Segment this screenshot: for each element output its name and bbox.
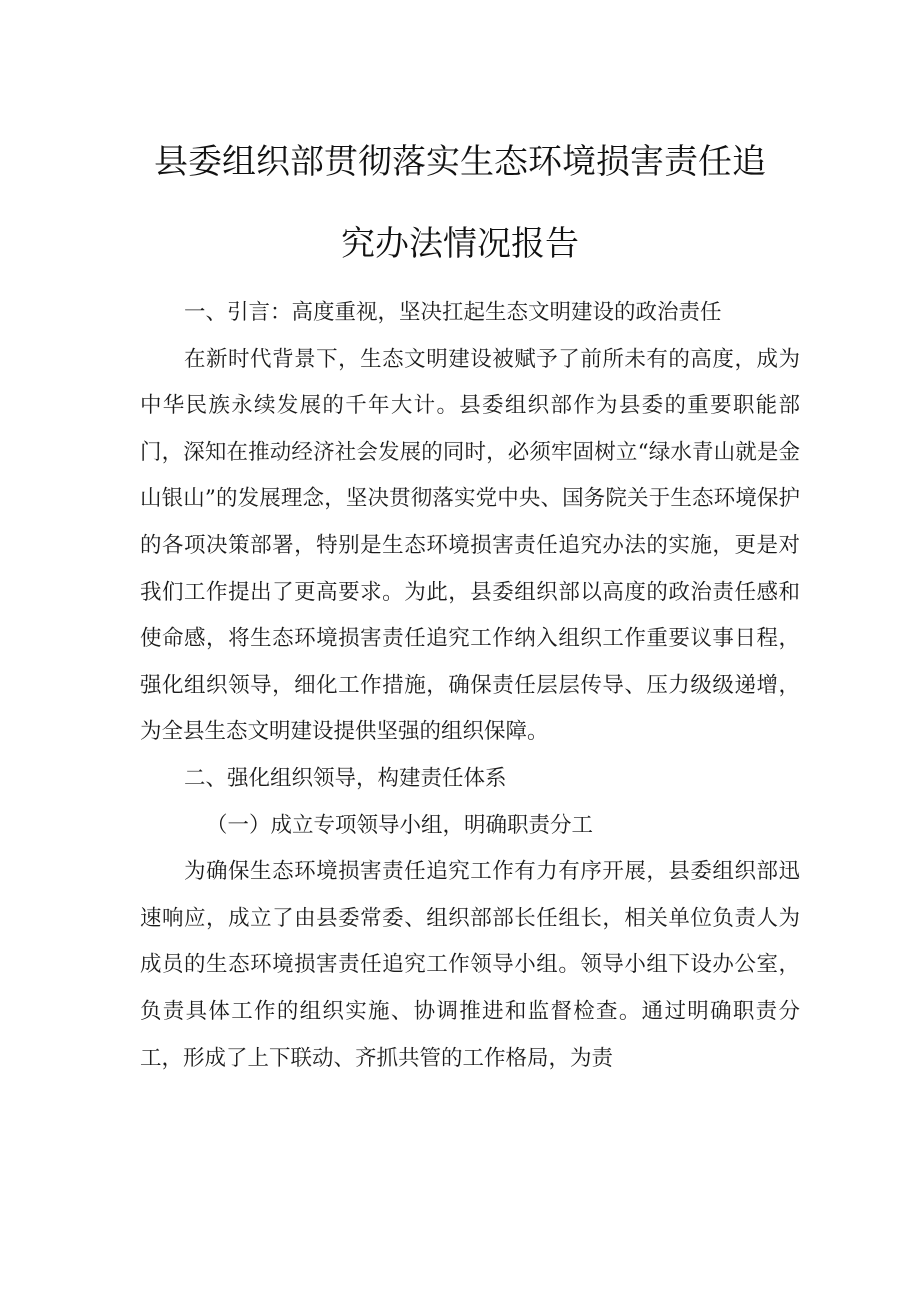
paragraph-2: 为确保生态环境损害责任追究工作有力有序开展，县委组织部迅速响应，成立了由县委常委、组织部部长任组长，相关单位负责人为成员的生态环境损害责任追究工作领导小组。领导小组下设办公室，负责具体工作的组织实施、协调推进和监督检查。通过明确职责分工，形成了上下联动、齐抓共管的工作格局，为责	[140, 859, 800, 1071]
subsection-heading-1: （一）成立专项领导小组，明确职责分工	[206, 812, 594, 838]
section-heading-1: 一、引言：高度重视，坚决扛起生态文明建设的政治责任	[184, 300, 722, 325]
paragraph-1: 在新时代背景下，生态文明建设被赋予了前所未有的高度，成为中华民族永续发展的千年大计。县委组织部作为县委的重要职能部门，深知在推动经济社会发展的同时，必须牢固树立“绿水青山就是金山银山”的发展理念，坚决贯彻落实党中央、国务院关于生态环境保护的各项决策部署，特别是生态环境损害责任追究办法的实施，更是对我们工作提出了更高要求。为此，县委组织部以高度的政治责任感和使命感，将生态环境损害责任追究工作纳入组织工作重要议事日程，强化组织领导，细化工作措施，确保责任层层传导、压力级级递增，为全县生态文明建设提供坚强的组织保障。	[140, 346, 800, 745]
document-body	[140, 290, 800, 1082]
document-title-line-2: 究办法情况报告	[341, 224, 579, 264]
section-heading-2: 二、强化组织领导，构建责任体系	[184, 765, 507, 791]
document-title-line-1: 县委组织部贯彻落实生态环境损害责任追	[154, 142, 766, 182]
